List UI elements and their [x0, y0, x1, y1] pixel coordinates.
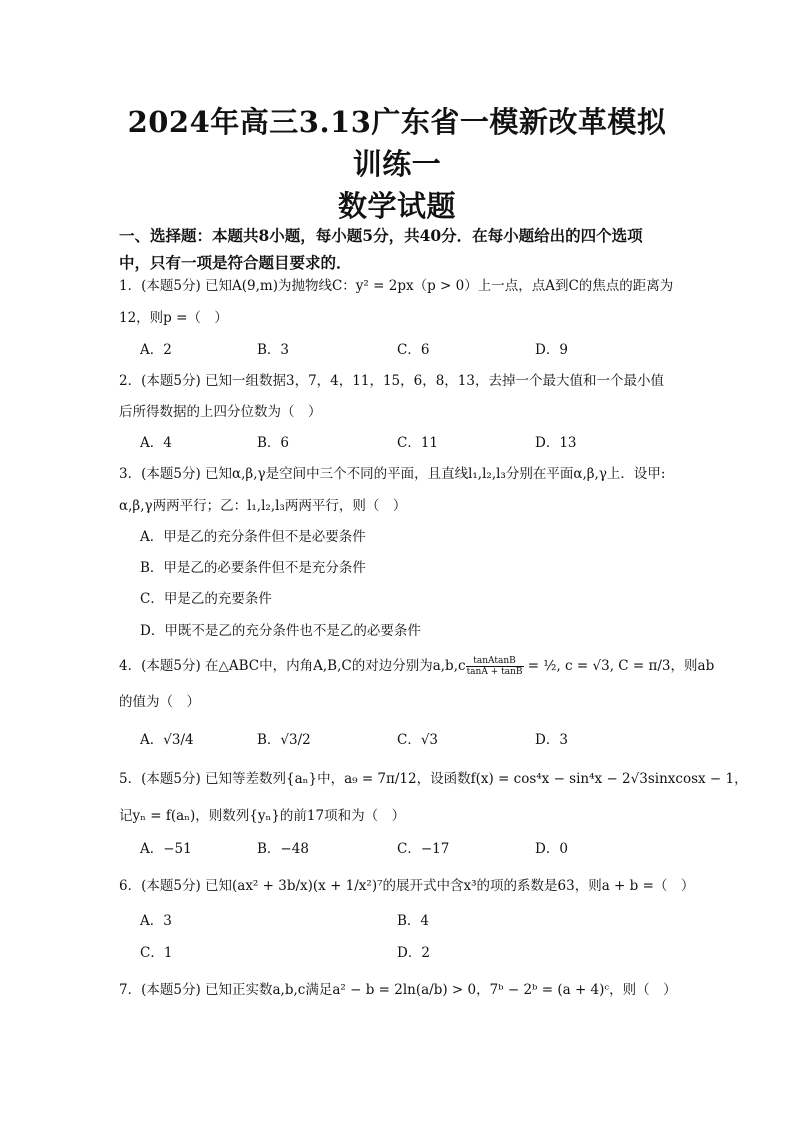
question-2-option-b: B．6	[257, 435, 290, 451]
question-5-option-c: C．−17	[397, 841, 450, 857]
question-3-option-d: D．甲既不是乙的充分条件也不是乙的必要条件	[140, 623, 421, 639]
question-3-line1: 3．(本题5分) 已知α,β,γ是空间中三个不同的平面，且直线l₁,l₂,l₃分别在平面α,β,γ上．设甲:	[119, 466, 666, 482]
exam-title-line2: 训练一	[352, 147, 442, 181]
question-2-option-c: C．11	[397, 435, 439, 451]
question-4-option-b: B．√3/2	[257, 732, 311, 748]
question-4-fraction	[466, 656, 524, 677]
question-3-option-b: B．甲是乙的必要条件但不是充分条件	[140, 560, 366, 576]
question-4-fraction-numerator: tanAtanB	[466, 656, 524, 667]
exam-title-line3: 数学试题	[337, 189, 456, 223]
question-5-line2: 记yₙ = f(aₙ)，则数列{yₙ}的前17项和为（ ）	[119, 808, 406, 824]
question-3-option-c: C．甲是乙的充要条件	[140, 591, 272, 607]
question-5-option-a: A．−51	[140, 841, 192, 857]
question-4-line2: 的值为（ ）	[119, 694, 200, 710]
question-5-line1: 5．(本题5分) 已知等差数列{aₙ}中，a₉ = 7π/12，设函数f(x) = cos⁴x − sin⁴x − 2√3sinxcosx − 1，	[119, 771, 748, 787]
question-4-option-c: C．√3	[397, 732, 439, 748]
section-header-line2: 中，只有一项是符合题目要求的．	[119, 253, 352, 272]
question-6-line1: 6．(本题5分) 已知(ax² + 3b/x)(x + 1/x²)⁷的展开式中含x³的项的系数是63，则a + b =（ ）	[119, 878, 695, 894]
question-4-option-a: A．√3/4	[140, 732, 194, 748]
question-1-option-a: A．2	[140, 342, 172, 358]
question-1-option-b: B．3	[257, 342, 290, 358]
question-1-line1: 1．(本题5分) 已知A(9,m)为抛物线C：y² = 2px（p > 0）上一点，点A到C的焦点的距离为	[119, 278, 674, 294]
question-4-suffix: = ½, c = √3, C = π/3，则ab	[523, 658, 715, 674]
question-2-option-d: D．13	[535, 435, 577, 451]
exam-title-line1: 2024年高三3.13广东省一模新改革模拟	[127, 105, 667, 139]
question-1-option-c: C．6	[397, 342, 430, 358]
question-5-option-d: D．0	[535, 841, 568, 857]
question-4-prefix: 4．(本题5分) 在△ABC中，内角A,B,C的对边分别为a,b,c	[119, 658, 466, 674]
section-header	[119, 222, 679, 276]
question-4-fraction-denominator: tanA + tanB	[466, 667, 523, 677]
question-4-option-d: D．3	[535, 732, 568, 748]
question-4-line1	[119, 656, 715, 677]
question-6-option-a: A．3	[140, 913, 172, 929]
question-3-line2: α,β,γ两两平行；乙：l₁,l₂,l₃两两平行，则（ ）	[119, 498, 407, 514]
question-6-option-d: D．2	[397, 945, 430, 961]
question-7-line1: 7．(本题5分) 已知正实数a,b,c满足a² − b = 2ln(a/b) > 0，7ᵇ − 2ᵇ = (a + 4)ᶜ，则（ ）	[119, 982, 677, 998]
question-5-option-b: B．−48	[257, 841, 309, 857]
question-1-line2: 12，则p =（ ）	[119, 310, 228, 326]
question-2-line1: 2．(本题5分) 已知一组数据3，7，4，11，15，6，8，13，去掉一个最大值和一个最小值	[119, 373, 664, 389]
question-6-option-b: B．4	[397, 913, 430, 929]
section-header-line1: 一、选择题：本题共8小题，每小题5分，共40分．在每小题给出的四个选项	[119, 226, 643, 245]
question-1-option-d: D．9	[535, 342, 568, 358]
question-6-option-c: C．1	[140, 945, 173, 961]
question-2-option-a: A．4	[140, 435, 172, 451]
question-3-option-a: A．甲是乙的充分条件但不是必要条件	[140, 529, 366, 545]
question-2-line2: 后所得数据的上四分位数为（ ）	[119, 404, 322, 420]
